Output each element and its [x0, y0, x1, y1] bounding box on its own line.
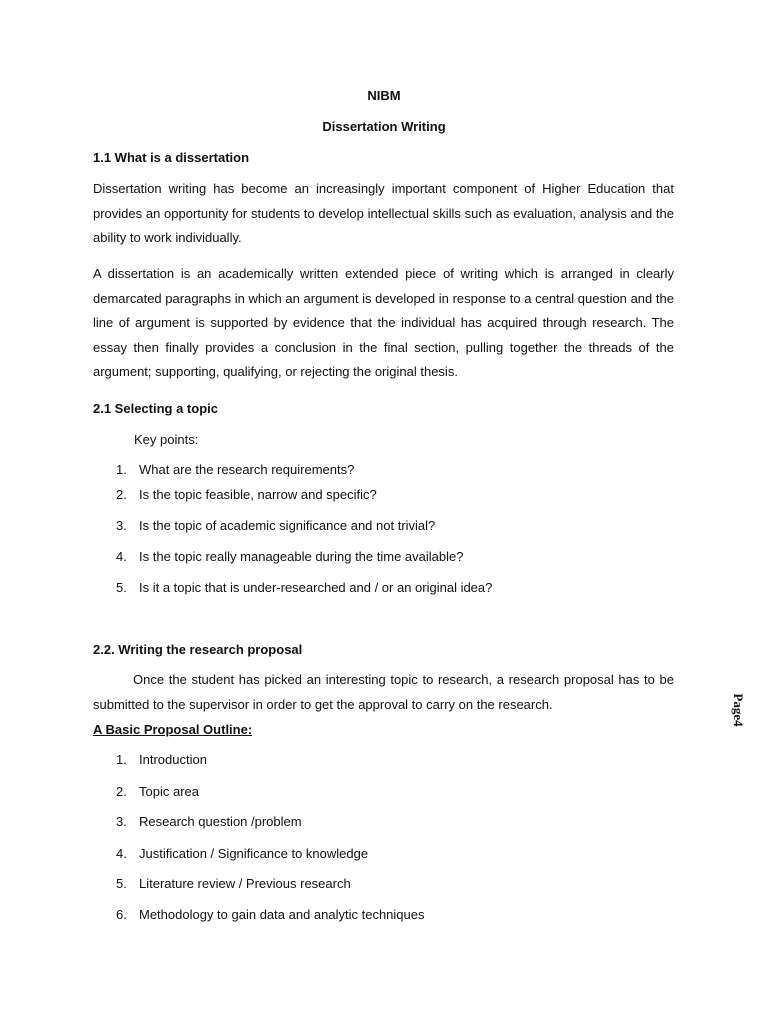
- list-item-number: 3.: [116, 814, 127, 829]
- list-item-text: Is the topic really manageable during the time available?: [139, 549, 464, 564]
- list-item: [116, 518, 435, 533]
- list-item-text: Is it a topic that is under-researched and / or an original idea?: [139, 580, 493, 595]
- list-item-text: What are the research requirements?: [139, 462, 355, 477]
- list-item-number: 5.: [116, 580, 127, 595]
- list-item: [116, 580, 492, 595]
- list-item: [116, 549, 463, 564]
- list-item-number: 1.: [116, 752, 127, 767]
- list-item-text: Is the topic of academic significance and not trivial?: [139, 518, 436, 533]
- list-item: [116, 907, 424, 922]
- section-heading-2-2: 2.2. Writing the research proposal: [93, 642, 303, 657]
- list-item: [116, 487, 377, 502]
- list-item-number: 4.: [116, 549, 127, 564]
- list-item-text: Introduction: [139, 752, 207, 767]
- paragraph-dissertation-intro: Dissertation writing has become an increasingly important component of Higher Education that provides an opportunity for students to develop intellectual skills such as evaluation, analysis and the ability to work individually.: [93, 181, 674, 245]
- section-heading-2-1: 2.1 Selecting a topic: [93, 401, 218, 416]
- list-item-text: Research question /problem: [139, 814, 302, 829]
- list-item-number: 2.: [116, 487, 127, 502]
- org-title: NIBM: [367, 88, 401, 103]
- list-item-text: Justification / Significance to knowledge: [139, 846, 369, 861]
- outline-title: A Basic Proposal Outline:: [93, 722, 253, 737]
- list-item-text: Methodology to gain data and analytic techniques: [139, 907, 425, 922]
- list-item: [116, 846, 368, 861]
- list-item: [116, 752, 207, 767]
- list-item: [116, 814, 302, 829]
- list-item-number: 4.: [116, 846, 127, 861]
- list-item-number: 6.: [116, 907, 127, 922]
- section-heading-1-1: 1.1 What is a dissertation: [93, 150, 250, 165]
- page-number: Page4: [731, 693, 746, 727]
- list-item: [116, 784, 199, 799]
- list-item-text: Topic area: [139, 784, 199, 799]
- paragraph-research-proposal: Once the student has picked an interesting topic to research, a research proposal has to be submitted to the supervisor in order to get the approval to carry on the research.: [93, 672, 674, 712]
- list-item: [116, 876, 351, 891]
- list-item-text: Literature review / Previous research: [139, 876, 351, 891]
- list-item-text: Is the topic feasible, narrow and specific?: [139, 487, 377, 502]
- paragraph-dissertation-definition: A dissertation is an academically written extended piece of writing which is arranged in clearly demarcated paragraphs in which an argument is developed in response to a central question and the line of argument is supported by evidence that the individual has acquired through research. The essay then finally provides a conclusion in the final section, pulling together the threads of the argument; supporting, qualifying, or rejecting the original thesis.: [93, 266, 674, 379]
- list-item-number: 5.: [116, 876, 127, 891]
- list-item-number: 3.: [116, 518, 127, 533]
- list-item: [116, 462, 354, 477]
- list-item-number: 2.: [116, 784, 127, 799]
- key-points-label: Key points:: [134, 432, 199, 447]
- list-item-number: 1.: [116, 462, 127, 477]
- document-title: Dissertation Writing: [322, 119, 446, 134]
